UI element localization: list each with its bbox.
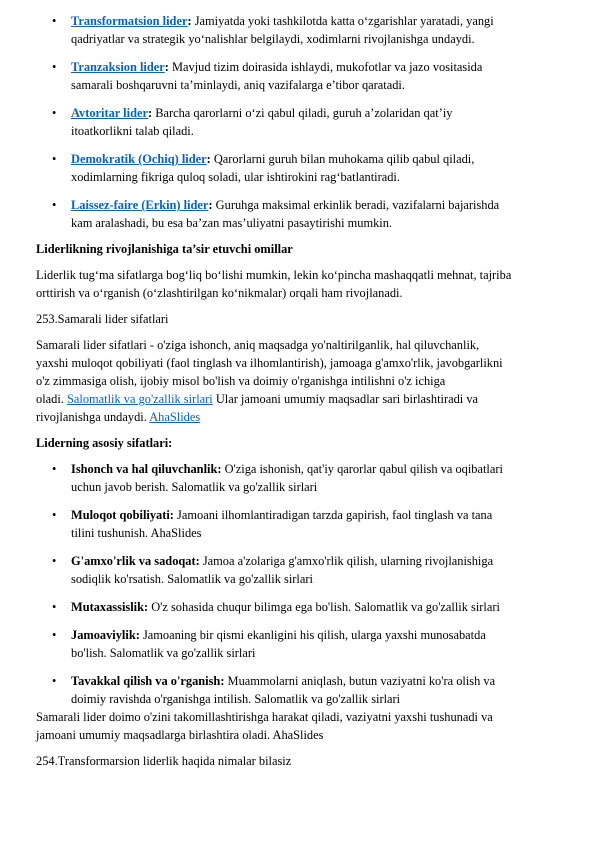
quality-term: Mutaxassislik:	[71, 600, 149, 614]
list-item	[0, 552, 595, 588]
bullet-icon: •	[52, 600, 57, 614]
list-item-line-2: samarali boshqaruvni ta’minlaydi, aniq vazifalarga e’tibor qaratadi.	[71, 78, 405, 92]
paragraph-text: rivojlanishga undaydi.	[36, 410, 150, 424]
term-colon: :	[147, 106, 153, 120]
paragraph-line: yaxshi muloqot qobiliyati (faol tinglash va ilhomlantirish), jamoaga g'amxo'rlik, javobgarlikni	[36, 356, 503, 370]
item-text: Mavjud tizim doirasida ishlaydi, mukofotlar va jazo vositasida	[168, 60, 483, 74]
bullet-icon: •	[52, 554, 57, 568]
bullet-icon: •	[52, 628, 57, 642]
item-text: O'z sohasida chuqur bilimga ega bo'lish. Salomatlik va go'zallik sirlari	[148, 600, 500, 614]
paragraph	[0, 708, 595, 744]
paragraph-line: jamoani umumiy maqsadlarga birlashtira oladi. AhaSlides	[36, 728, 324, 742]
qualities-list	[0, 460, 595, 708]
list-item-line-2: uchun javob berish. Salomatlik va go'zallik sirlari	[71, 480, 318, 494]
item-text: Muammolarni aniqlash, butun vaziyatni ko'ra olish va	[224, 674, 496, 688]
source-link-ahaslides[interactable]: AhaSlides	[149, 410, 201, 424]
list-item-line-2: qadriyatlar va strategik yo‘nalishlar belgilaydi, xodimlarni rivojlanishga undaydi.	[71, 32, 475, 46]
bullet-icon: •	[52, 106, 57, 120]
list-item-line-1	[71, 506, 581, 524]
paragraph-line: Liderlik tug‘ma sifatlarga bog‘liq bo‘lishi mumkin, lekin ko‘pincha mashaqqatli mehnat, tajriba	[36, 268, 512, 282]
quality-term: Muloqot qobiliyati:	[71, 508, 174, 522]
quality-term: G'amxo'rlik va sadoqat:	[71, 554, 200, 568]
list-item	[0, 196, 595, 232]
quality-term: Ishonch va hal qiluvchanlik:	[71, 462, 222, 476]
section-title-254: 254.Transformarsion liderlik haqida nimalar bilasiz	[36, 754, 292, 768]
source-link-salomatlik[interactable]: Salomatlik va go'zallik sirlari	[66, 392, 213, 406]
paragraph-line	[36, 390, 581, 408]
list-item-line-2: tilini tushunish. AhaSlides	[71, 526, 202, 540]
list-item	[0, 506, 595, 542]
bullet-icon: •	[52, 462, 57, 476]
item-text: Jamoani ilhomlantiradigan tarzda gapirish, faol tinglash va tana	[173, 508, 493, 522]
list-item-line-1	[71, 12, 581, 30]
list-item-line-1	[71, 196, 581, 214]
list-item	[0, 104, 595, 140]
bullet-icon: •	[52, 198, 57, 212]
list-item-line-2: bo'lish. Salomatlik va go'zallik sirlari	[71, 646, 256, 660]
paragraph	[0, 336, 595, 426]
list-item	[0, 150, 595, 186]
list-item-line-1	[71, 150, 581, 168]
leader-types-list	[0, 12, 595, 232]
item-text: Jamoa a'zolariga g'amxo'rlik qilish, ularning rivojlanishiga	[199, 554, 494, 568]
bullet-icon: •	[52, 60, 57, 74]
list-item	[0, 626, 595, 662]
section-title-253: 253.Samarali lider sifatlari	[36, 312, 169, 326]
term-colon: :	[164, 60, 169, 74]
list-item-line-2: itoatkorlikni talab qiladi.	[71, 124, 194, 138]
paragraph	[0, 266, 595, 302]
term-link[interactable]: Avtoritar lider	[71, 106, 148, 120]
bullet-icon: •	[52, 152, 57, 166]
paragraph-line: Samarali lider sifatlari - o'ziga ishonch, aniq maqsadga yo'naltirilganlik, hal qiluvchanlik,	[36, 338, 480, 352]
item-text: Barcha qarorlarni o‘zi qabul qiladi, guruh a’zolaridan qat’iy	[152, 106, 453, 120]
list-item-line-1	[71, 552, 581, 570]
term-colon: :	[208, 198, 213, 212]
paragraph-line: Samarali lider doimo o'zini takomillashtirishga harakat qiladi, vaziyatni yaxshi tushunadi va	[36, 710, 493, 724]
list-item-line-1	[71, 598, 581, 616]
list-item-line-2: kam aralashadi, bu esa ba’zan mas’uliyatni pasaytirishi mumkin.	[71, 216, 393, 230]
paragraph-text: Ular jamoani umumiy maqsadlar sari birlashtiradi va	[212, 392, 479, 406]
item-text: Jamiyatda yoki tashkilotda katta o‘zgarishlar yaratadi, yangi	[191, 14, 494, 28]
item-text: Jamoaning bir qismi ekanligini his qilish, ularga yaxshi munosabatda	[139, 628, 486, 642]
bullet-icon: •	[52, 508, 57, 522]
list-item-line-2: sodiqlik ko'rsatish. Salomatlik va go'zallik sirlari	[71, 572, 313, 586]
paragraph-line: orttirish va o‘rganish (o‘zlashtirilgan ko‘nikmalar) orqali ham rivojlanadi.	[36, 286, 403, 300]
list-item-line-1	[71, 58, 581, 76]
term-colon: :	[187, 14, 192, 28]
bullet-icon: •	[52, 14, 57, 28]
quality-term: Jamoaviylik:	[71, 628, 140, 642]
term-link[interactable]: Transformatsion lider	[71, 14, 188, 28]
section-heading: Liderning asosiy sifatlari:	[36, 436, 173, 450]
quality-term: Tavakkal qilish va o'rganish:	[71, 674, 225, 688]
list-item-line-1	[71, 672, 581, 690]
list-item	[0, 598, 595, 616]
term-link[interactable]: Tranzaksion lider	[71, 60, 165, 74]
section-heading: Liderlikning rivojlanishiga ta’sir etuvchi omillar	[36, 242, 293, 256]
item-text: O'ziga ishonish, qat'iy qarorlar qabul qilish va oqibatlari	[221, 462, 503, 476]
bullet-icon: •	[52, 674, 57, 688]
term-link[interactable]: Laissez-faire (Erkin) lider	[71, 198, 209, 212]
term-colon: :	[206, 152, 211, 166]
list-item-line-1	[71, 460, 581, 478]
item-text: Qarorlarni guruh bilan muhokama qilib qabul qiladi,	[210, 152, 475, 166]
paragraph-text: oladi.	[36, 392, 67, 406]
list-item-line-2: xodimlarning fikriga quloq soladi, ular ishtirokini rag‘batlantiradi.	[71, 170, 400, 184]
list-item-line-1	[71, 626, 581, 644]
list-item	[0, 672, 595, 708]
list-item	[0, 58, 595, 94]
list-item	[0, 12, 595, 48]
list-item	[0, 460, 595, 496]
list-item-line-2: doimiy ravishda o'rganishga intilish. Salomatlik va go'zallik sirlari	[71, 692, 401, 706]
paragraph-line	[36, 408, 581, 426]
term-link[interactable]: Demokratik (Ochiq) lider	[71, 152, 207, 166]
item-text: Guruhga maksimal erkinlik beradi, vazifalarni bajarishda	[212, 198, 500, 212]
paragraph-line: o'z zimmasiga olish, ijobiy misol bo'lish va doimiy o'rganishga intilishni o'z ichiga	[36, 374, 446, 388]
list-item-line-1	[71, 104, 581, 122]
